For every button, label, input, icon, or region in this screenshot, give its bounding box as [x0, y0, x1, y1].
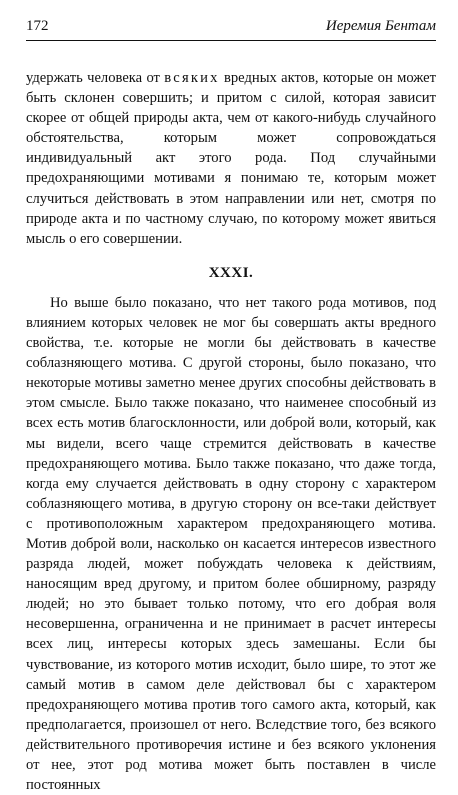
page-header	[26, 16, 436, 38]
paragraph-continued	[26, 68, 436, 249]
spaced-emphasis: всяких	[164, 70, 220, 86]
running-head: Иеремия Бентам	[325, 18, 436, 34]
body-text	[26, 68, 436, 795]
section-heading: XXXI.	[208, 264, 254, 281]
paragraph-main: Но выше было показано, что нет такого рода мотивов, под влиянием которых человек не мог бы совершать акты вредного свойства, т.е. которые не могли бы действовать в качестве соблазняющего мотива. С другой стороны, было показано, что некоторые мотивы заметно менее других способны действовать в этом смысле. Было также показано, что наименее способный из всех есть мотив благосклонности, или доброй воли, который, как мы видели, всего чаще стремится действовать в качестве предохраняющего мотива. Было также показано, что даже тогда, когда ему случается действовать в одну сторону с характером соблазняющего мотива, в другую сторону он все-таки действует с противоположным характером предохраняющего мотива. Мотив доброй воли, насколько он касается интересов известного разряда людей, может побуждать человека к действиям, наносящим вред другому, и притом более обширному, разряду людей; но это бывает только потому, что его добрая воля несовершенна, ограниченна и не принимает в расчет интересы всех лиц, интересы которых здесь замешаны. Если бы чувствование, из которого мотив исходит, было шире, то этот же самый мотив в самом деле действовал бы с характером предохраняющего мотива против того самого акта, который, как предполагается, произошел от него. Вследствие того, без всякого действительного противоречия истине и без всякого уклонения от нее, этот род мотива может быть поставлен в числе постоянных	[26, 294, 436, 794]
paragraph-rest: вредных актов, которые он может быть склонен совершить; и притом с силой, которая зависит скорее от общей природы акта, чем от какого-нибудь случайного обстоятельства, которым может сопровождаться индивидуальный акт этого рода. Под случайными предохраняющими мотивами я понимаю те, которым может случиться действовать в этом направлении или нет, смотря по природе акта и по частному случаю, по которому может явиться мысль о его совершении.	[26, 70, 437, 247]
paragraph-start: удержать человека от	[26, 70, 165, 86]
page-number: 172	[26, 18, 49, 34]
header-rule	[26, 40, 436, 41]
book-page	[26, 16, 436, 795]
